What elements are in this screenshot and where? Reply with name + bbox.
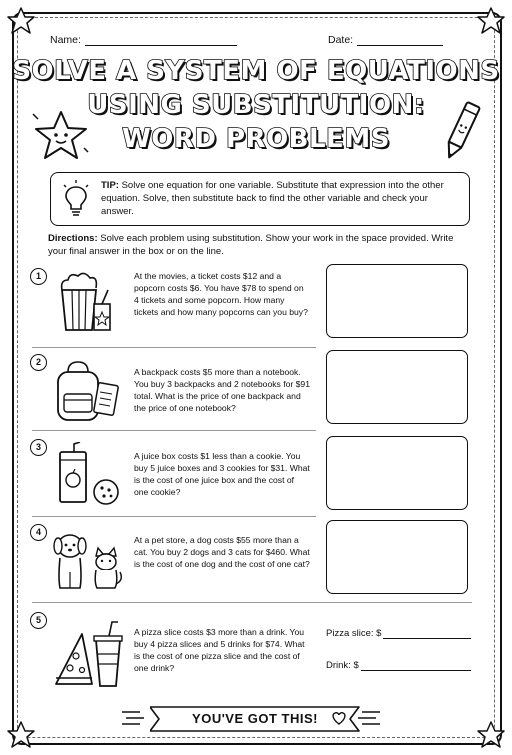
directions-body: Solve each problem using substitution. Show your work in the space provided. Write your final answer in the box or on the line. — [48, 233, 454, 257]
tip-label: TIP: — [101, 180, 119, 191]
decorative-lines-icon — [354, 704, 384, 732]
popcorn-icon — [54, 268, 120, 334]
problem-text: At a pet store, a dog costs $55 more than a cat. You buy 2 dogs and 3 cats for $460. What is the cost of one dog and the cost of one cat? — [134, 535, 310, 569]
pizza-answer-label: Pizza slice: $ — [326, 628, 382, 639]
encouragement-banner — [150, 706, 360, 732]
date-label: Date: — [328, 34, 354, 46]
date-line[interactable] — [357, 45, 443, 46]
problem-text: A pizza slice costs $3 more than a drink. You buy 4 pizza slices and 5 drinks for $74. What is the cost of one pizza slice and the cost of one drink? — [134, 627, 305, 673]
problem-text: A backpack costs $5 more than a notebook. You buy 3 backpacks and 2 notebooks for $91 total. What is the price of one backpack and the price of one notebook? — [134, 367, 310, 413]
problem-number: 5 — [30, 612, 47, 629]
answer-box[interactable] — [326, 520, 468, 594]
page-title-line2: USING SUBSTITUTION: — [87, 90, 425, 120]
divider — [32, 430, 316, 431]
lightbulb-icon — [61, 179, 91, 219]
problem-text: A juice box costs $1 less than a cookie. You buy 5 juice boxes and 3 cookies for $31. What is the cost of one juice box and the cost of one cookie? — [134, 451, 310, 497]
star-icon — [476, 6, 506, 36]
heart-icon — [330, 710, 348, 726]
tip-box — [50, 172, 470, 226]
star-icon — [476, 720, 506, 750]
smiling-star-icon — [30, 106, 92, 168]
drink-answer-line[interactable] — [361, 670, 471, 671]
answer-box[interactable] — [326, 264, 468, 338]
name-field[interactable] — [50, 34, 237, 46]
name-line[interactable] — [85, 45, 237, 46]
page-title-line1: SOLVE A SYSTEM OF EQUATIONS — [12, 56, 500, 86]
problem-text: At the movies, a ticket costs $12 and a popcorn costs $6. You have $78 to spend on 4 tickets and some popcorn. How many tickets and how many popcorns can you buy? — [134, 271, 308, 317]
divider — [32, 602, 472, 603]
date-field[interactable] — [328, 34, 443, 46]
problem-number: 1 — [30, 268, 47, 285]
drink-answer-label: Drink: $ — [326, 660, 359, 671]
banner-text: YOU'VE GOT THIS! — [192, 711, 318, 726]
directions-label: Directions: — [48, 233, 98, 244]
problem-number: 3 — [30, 439, 47, 456]
answer-box[interactable] — [326, 436, 468, 510]
problem-number: 4 — [30, 524, 47, 541]
problem-number: 2 — [30, 354, 47, 371]
page-title-line3: WORD PROBLEMS — [122, 124, 390, 154]
pizza-answer-field[interactable] — [326, 628, 471, 639]
dog-cat-icon — [48, 528, 124, 594]
pencil-icon — [440, 96, 482, 168]
tip-body: Solve one equation for one variable. Substitute that expression into the other equation. Solve, then substitute back to find the other variable and check your answer. — [101, 180, 444, 217]
tip-text — [101, 179, 461, 218]
name-label: Name: — [50, 34, 81, 46]
star-icon — [6, 6, 36, 36]
directions — [48, 232, 468, 258]
answer-box[interactable] — [326, 350, 468, 424]
star-icon — [6, 720, 36, 750]
decorative-lines-icon — [118, 704, 148, 732]
drink-answer-field[interactable] — [326, 660, 471, 671]
divider — [32, 516, 316, 517]
divider — [32, 347, 316, 348]
backpack-icon — [50, 358, 122, 424]
juice-cookie-icon — [54, 442, 124, 508]
pizza-drink-icon — [52, 620, 126, 690]
pizza-answer-line[interactable] — [383, 638, 471, 639]
